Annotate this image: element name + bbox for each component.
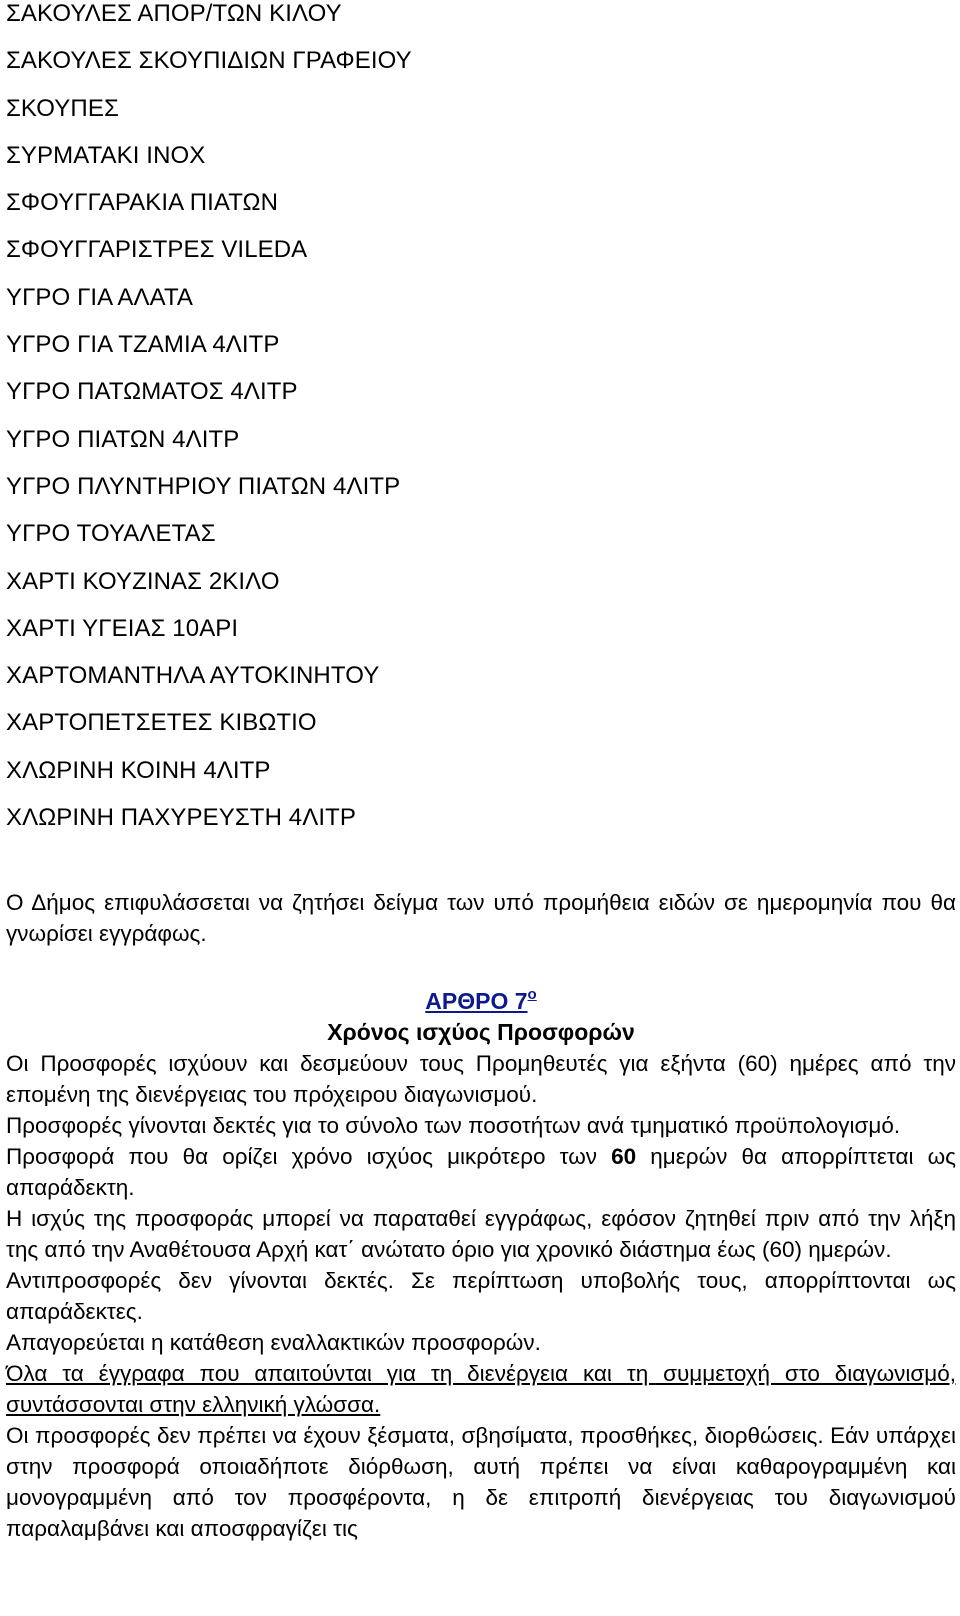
paragraph-validity-period: Οι Προσφορές ισχύουν και δεσμεύουν τους Προμηθευτές για εξήντα (60) ημέρες από την επομένη της διενέργειας του πρόχειρου διαγωνισμού. [6, 1051, 956, 1108]
list-item: ΧΛΩΡΙΝΗ ΠΑΧΥΡΕΥΣΤΗ 4ΛΙΤΡ [6, 804, 356, 832]
list-item: ΥΓΡΟ ΠΙΑΤΩΝ 4ΛΙΤΡ [6, 425, 240, 453]
paragraph-corrections: Οι προσφορές δεν πρέπει να έχουν ξέσματα, σβησίματα, προσθήκες, διορθώσεις. Εάν υπάρχει στην προσφορά οποιαδήποτε διόρθωση, αυτή πρέπει να είναι καθαρογραμμένη και μονογραμμένη από τον προσφέροντα, η δε επιτροπή διενέργειας του διαγωνισμού παραλαμβάνει και αποσφραγίζει τις [6, 1423, 956, 1542]
list-item: ΣΑΚΟΥΛΕΣ ΣΚΟΥΠΙΔΙΩΝ ΓΡΑΦΕΙΟΥ [6, 47, 412, 75]
article-number: ΑΡΘΡΟ 7 [425, 988, 528, 1015]
list-item: ΧΑΡΤΙ ΥΓΕΙΑΣ 10ΑΡΙ [6, 614, 239, 642]
list-item: ΧΑΡΤΟΜΑΝΤΗΛΑ ΑΥΤΟΚΙΝΗΤΟΥ [6, 662, 380, 690]
list-item: ΥΓΡΟ ΠΑΤΩΜΑΤΟΣ 4ΛΙΤΡ [6, 378, 298, 406]
intro-paragraph: Ο Δήμος επιφυλάσσεται να ζητήσει δείγμα των υπό προμήθεια ειδών σε ημερομηνία που θα γνωρίσει εγγράφως. [6, 890, 956, 947]
list-item: ΣΑΚΟΥΛΕΣ ΑΠΟΡ/ΤΩΝ ΚΙΛΟΥ [6, 0, 342, 27]
paragraph-accepted-offers: Προσφορές γίνονται δεκτές για το σύνολο των ποσοτήτων ανά τμηματικό προϋπολογισμό. [6, 1113, 901, 1139]
paragraph-alternatives: Απαγορεύεται η κατάθεση εναλλακτικών προσφορών. [6, 1330, 541, 1356]
list-item: ΧΛΩΡΙΝΗ ΚΟΙΝΗ 4ΛΙΤΡ [6, 756, 271, 784]
document-page [6, 0, 956, 1544]
paragraph-counteroffers: Αντιπροσφορές δεν γίνονται δεκτές. Σε περίπτωση υποβολής τους, απορρίπτονται ως απαράδεκτες. [6, 1268, 956, 1325]
list-item: ΣΥΡΜΑΤΑΚΙ ΙΝΟΧ [6, 141, 206, 169]
list-item: ΣΚΟΥΠΕΣ [6, 94, 119, 122]
list-item: ΧΑΡΤΙ ΚΟΥΖΙΝΑΣ 2ΚΙΛΟ [6, 567, 280, 595]
list-item: ΣΦΟΥΓΓΑΡΑΚΙΑ ΠΙΑΤΩΝ [6, 189, 279, 217]
item-list [6, 0, 956, 851]
list-item: ΧΑΡΤΟΠΕΤΣΕΤΕΣ ΚΙΒΩΤΙΟ [6, 709, 317, 737]
article-ordinal: ο [527, 986, 537, 1004]
list-item: ΥΓΡΟ ΓΙΑ ΑΛΑΤΑ [6, 283, 194, 311]
paragraph-language: Όλα τα έγγραφα που απαιτούνται για τη διενέργεια και τη συμμετοχή στο διαγωνισμό, συντάσσονται στην ελληνική γλώσσα. [6, 1361, 956, 1418]
article-subtitle: Χρόνος ισχύος Προσφορών [327, 1019, 635, 1046]
rejection-text-end: ημερών θα απορρίπτεται ως απαράδεκτη. [6, 1144, 956, 1201]
list-item: ΥΓΡΟ ΓΙΑ ΤΖΑΜΙΑ 4ΛΙΤΡ [6, 331, 280, 359]
article-title [6, 979, 956, 1017]
rejection-days: 60 [611, 1144, 637, 1170]
list-item: ΣΦΟΥΓΓΑΡΙΣΤΡΕΣ VILEDA [6, 236, 308, 264]
paragraph-rejection-rule [6, 1141, 956, 1203]
paragraph-extension: Η ισχύς της προσφοράς μπορεί να παραταθεί εγγράφως, εφόσον ζητηθεί πριν από την λήξη της από την Αναθέτουσα Αρχή κατ΄ ανώτατο όριο για χρονικό διάστημα έως (60) ημερών. [6, 1206, 956, 1263]
list-item: ΥΓΡΟ ΤΟΥΑΛΕΤΑΣ [6, 520, 216, 548]
list-item: ΥΓΡΟ ΠΛΥΝΤΗΡΙΟΥ ΠΙΑΤΩΝ 4ΛΙΤΡ [6, 472, 401, 500]
rejection-text-start: Προσφορά που θα ορίζει χρόνο ισχύος μικρότερο των [6, 1144, 612, 1170]
